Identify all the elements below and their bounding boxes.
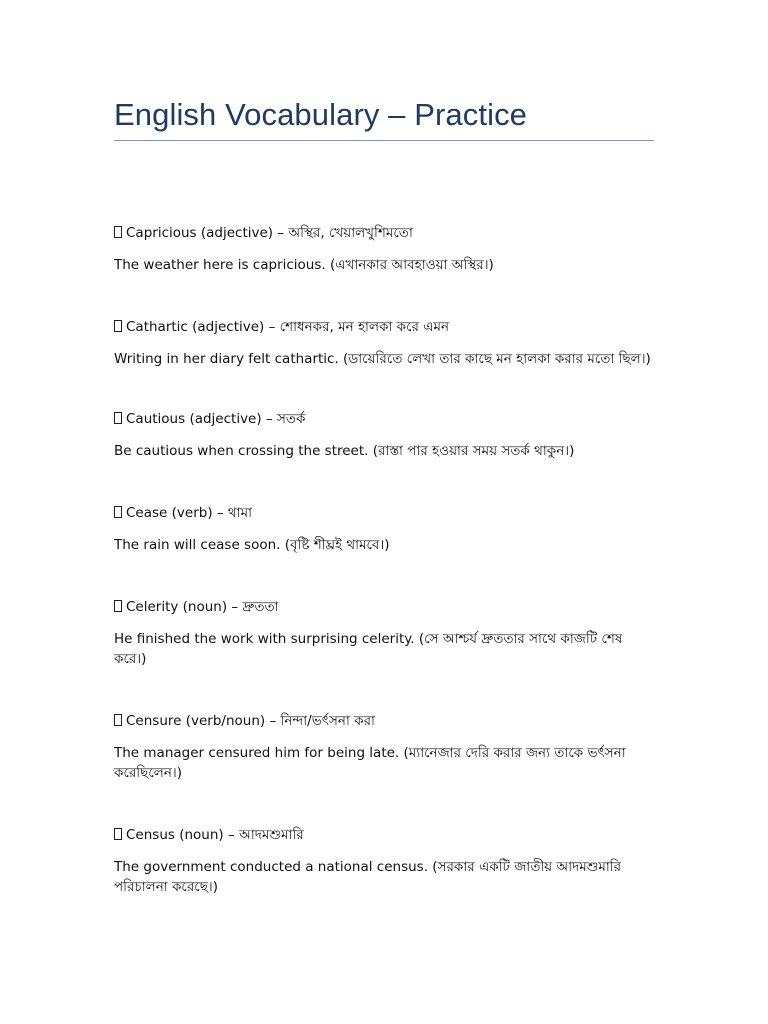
vocabulary-entry xyxy=(114,825,654,897)
term-text: Cautious (adjective) – সতর্ক xyxy=(126,411,306,427)
vocabulary-entry xyxy=(114,409,654,461)
vocabulary-entry xyxy=(114,223,654,275)
term-text: Census (noun) – আদমশুমারি xyxy=(126,827,304,843)
vocabulary-entry xyxy=(114,711,654,783)
example-sentence: Writing in her diary felt cathartic. (ডায়েরিতে লেখা তার কাছে মন হালকা করার মতো ছিল।) xyxy=(114,351,651,367)
bullet-icon xyxy=(114,600,122,612)
example-sentence: He finished the work with surprising celerity. (সে আশ্চর্য দ্রুততার সাথে কাজটি শেষ করে।) xyxy=(114,631,623,667)
example-sentence: Be cautious when crossing the street. (রাস্তা পার হওয়ার সময় সতর্ক থাকুন।) xyxy=(114,443,575,459)
term-line xyxy=(114,597,654,617)
example-sentence: The government conducted a national census. (সরকার একটি জাতীয় আদমশুমারি পরিচালনা করেছে।) xyxy=(114,859,622,895)
term-line xyxy=(114,711,654,731)
term-line xyxy=(114,825,654,845)
term-line xyxy=(114,317,654,337)
term-line xyxy=(114,223,654,243)
bullet-icon xyxy=(114,412,122,424)
term-text: Cathartic (adjective) – শোধনকর, মন হালকা করে এমন xyxy=(126,319,450,335)
bullet-icon xyxy=(114,828,122,840)
vocabulary-entry xyxy=(114,503,654,555)
bullet-icon xyxy=(114,226,122,238)
term-text: Censure (verb/noun) – নিন্দা/ভর্ৎসনা করা xyxy=(126,713,375,729)
term-text: Celerity (noun) – দ্রুততা xyxy=(126,599,279,615)
term-line xyxy=(114,409,654,429)
bullet-icon xyxy=(114,714,122,726)
term-line xyxy=(114,503,654,523)
vocabulary-list xyxy=(114,223,654,897)
example-sentence: The weather here is capricious. (এখানকার আবহাওয়া অস্থির।) xyxy=(114,257,494,273)
vocabulary-entry xyxy=(114,317,654,369)
bullet-icon xyxy=(114,506,122,518)
term-text: Cease (verb) – থামা xyxy=(126,505,252,521)
vocabulary-entry xyxy=(114,597,654,669)
bullet-icon xyxy=(114,320,122,332)
term-text: Capricious (adjective) – অস্থির, খেয়ালখুশিমতো xyxy=(126,225,413,241)
example-sentence: The rain will cease soon. (বৃষ্টি শীঘ্রই থামবে।) xyxy=(114,537,390,553)
example-sentence: The manager censured him for being late. (ম্যানেজার দেরি করার জন্য তাকে ভর্ৎসনা করেছিলেন।) xyxy=(114,745,626,781)
document-title: English Vocabulary – Practice xyxy=(114,96,654,141)
